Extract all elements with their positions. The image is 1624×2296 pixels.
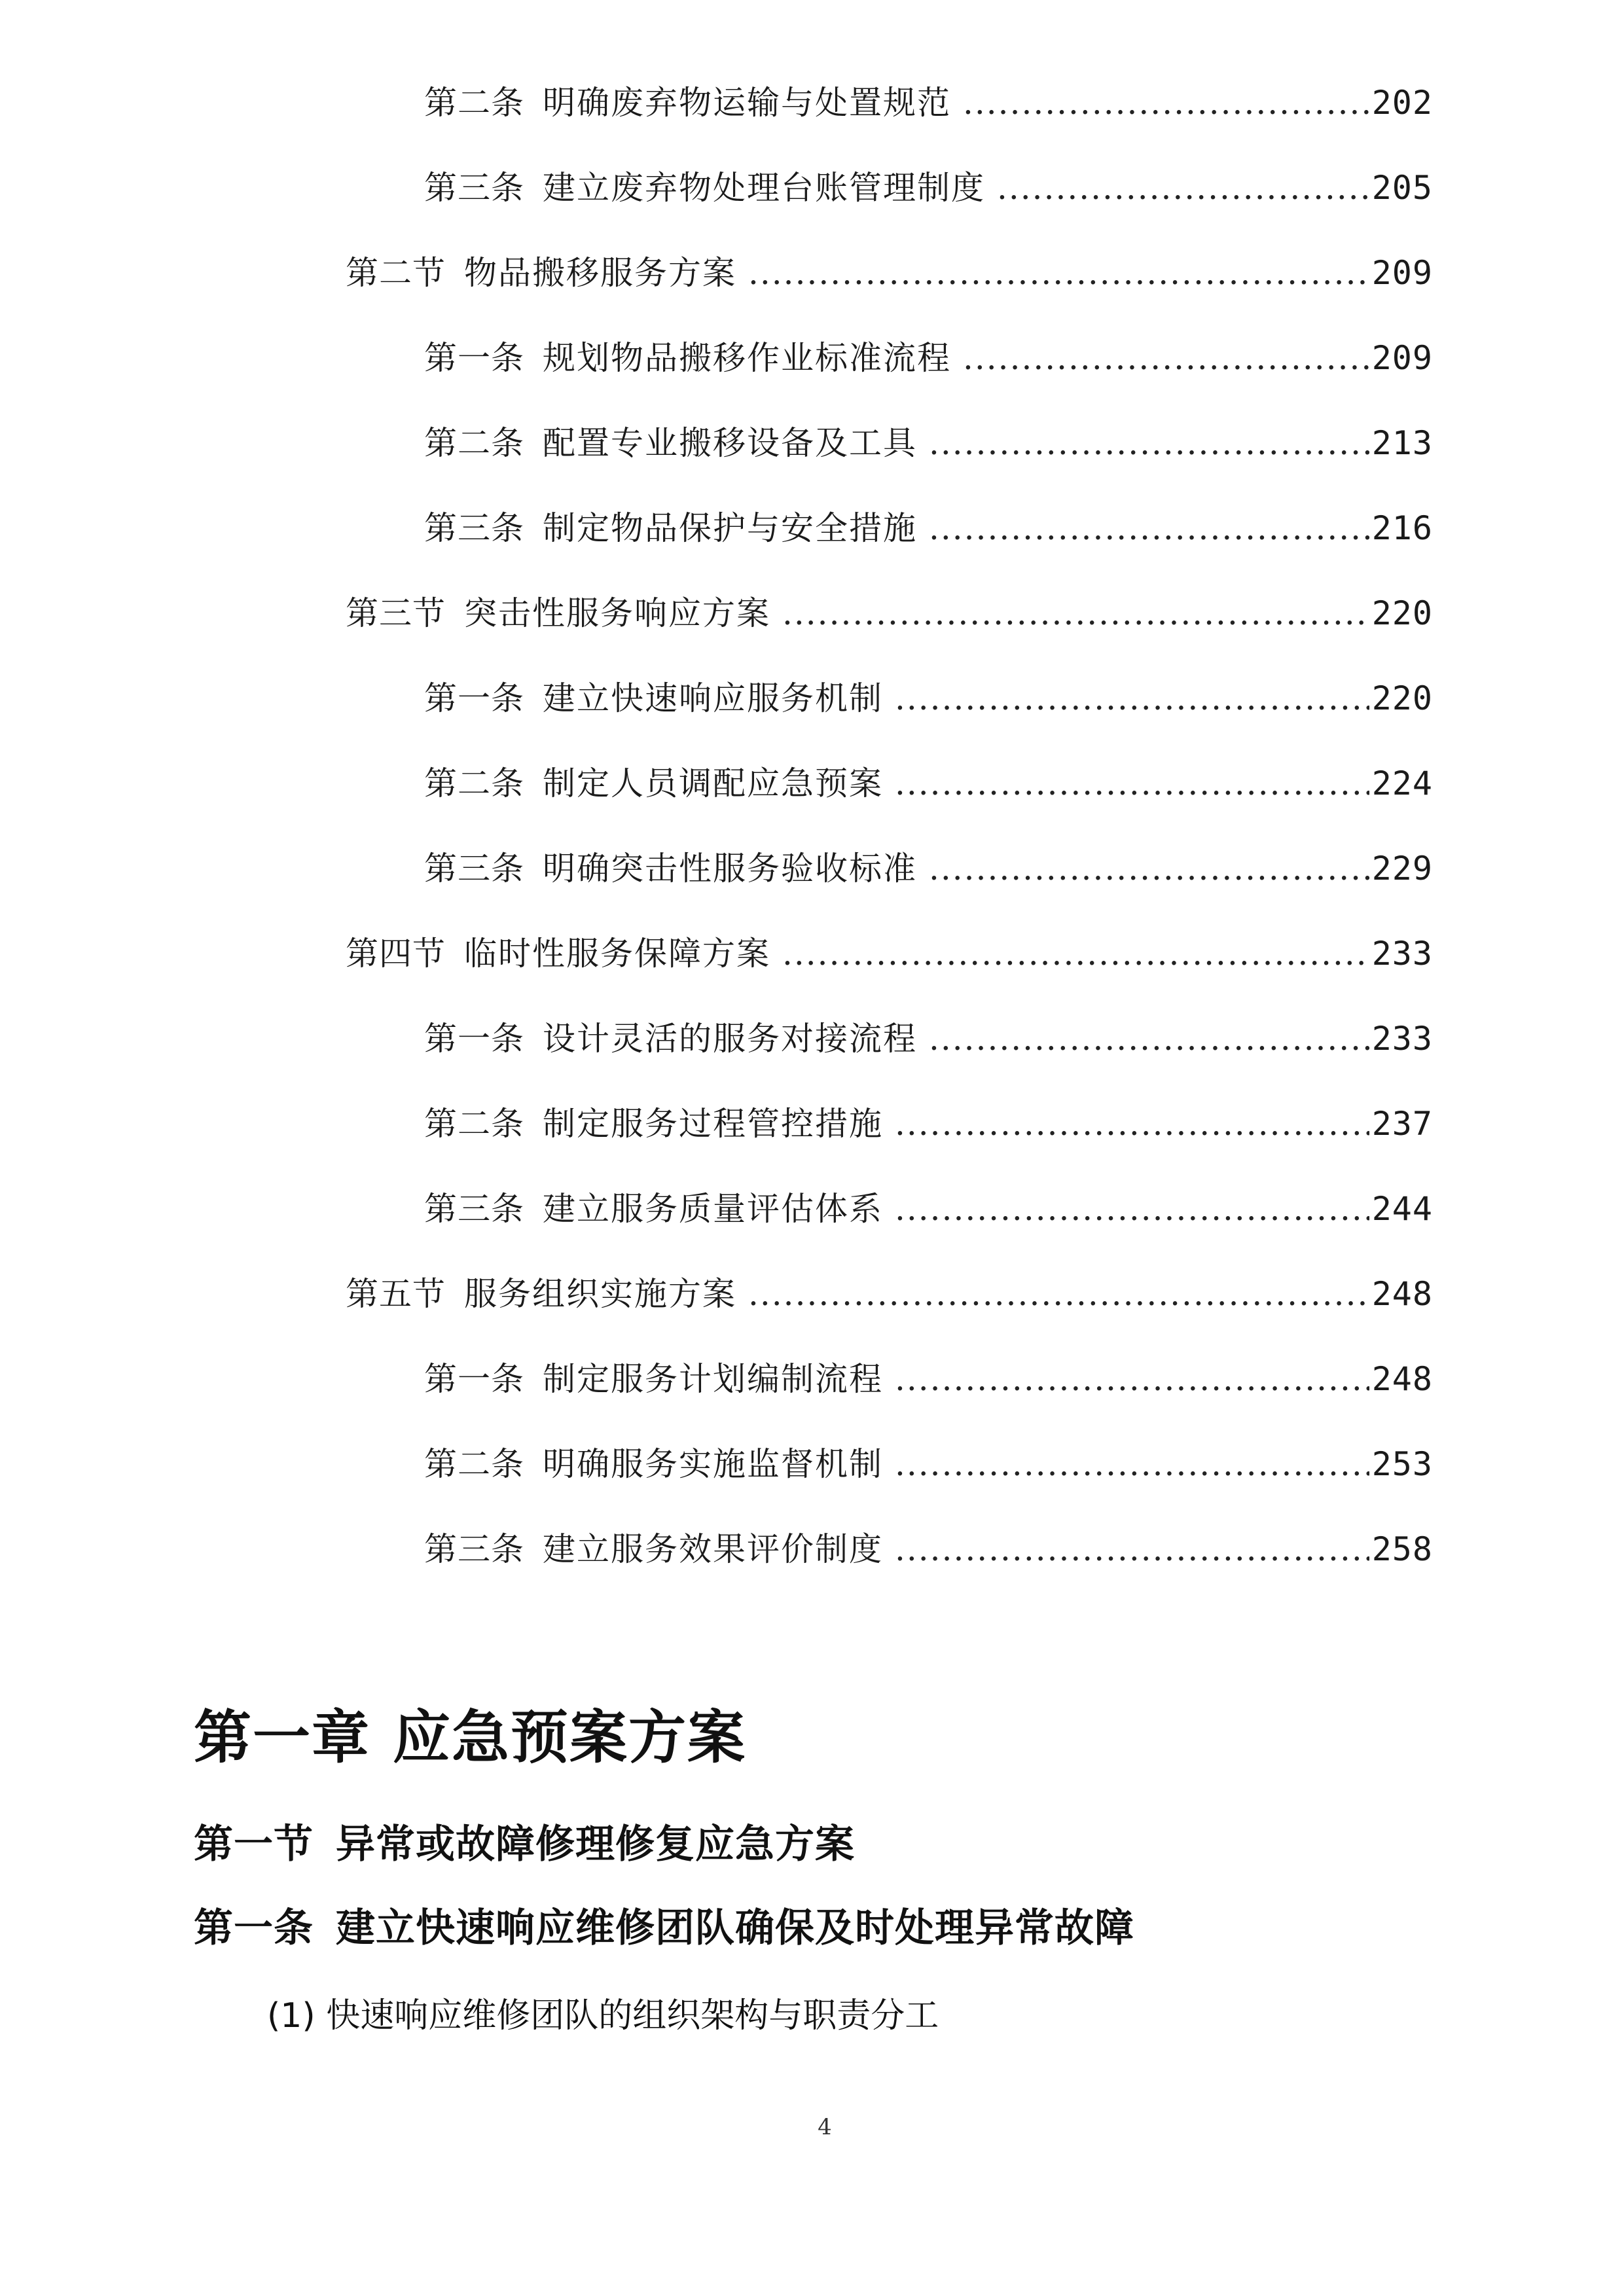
toc-entry-page: 248 — [1371, 1360, 1433, 1398]
toc-dot-leader — [895, 1193, 1369, 1225]
toc-entry[interactable] — [424, 1445, 1433, 1487]
toc-entry-label: 第一条 — [424, 339, 524, 377]
article-title-text: 建立快速响应维修团队确保及时处理异常故障 — [336, 1905, 1134, 1951]
toc-entry-label: 第四节 — [346, 935, 446, 973]
toc-entry-page: 202 — [1371, 84, 1433, 122]
toc-entry[interactable] — [424, 424, 1433, 466]
toc-dot-leader — [895, 1363, 1369, 1395]
toc-entry[interactable] — [346, 937, 1433, 977]
toc-entry-page: 216 — [1371, 509, 1433, 547]
chapter-heading — [194, 1692, 746, 1774]
toc-entry-page: 248 — [1371, 1275, 1433, 1313]
toc-entry[interactable] — [424, 852, 1433, 891]
toc-dot-leader — [895, 1533, 1369, 1566]
toc-entry-title: 临时性服务保障方案 — [464, 935, 770, 973]
toc-dot-leader — [748, 1278, 1369, 1310]
toc-entry-label: 第一条 — [424, 1020, 524, 1058]
toc-entry-title: 配置专业搬移设备及工具 — [543, 424, 917, 462]
toc-entry[interactable] — [424, 171, 1433, 211]
toc-entry[interactable] — [424, 1190, 1433, 1232]
toc-entry-title: 制定物品保护与安全措施 — [543, 509, 917, 547]
toc-entry-label: 第五节 — [346, 1275, 446, 1313]
toc-dot-leader — [929, 512, 1369, 545]
toc-entry-title: 服务组织实施方案 — [464, 1275, 736, 1313]
toc-entry-label: 第一条 — [424, 679, 524, 717]
toc-entry[interactable] — [346, 254, 1433, 296]
toc-entry[interactable] — [424, 1107, 1433, 1147]
toc-entry-page: 205 — [1371, 169, 1433, 207]
toc-entry-label: 第二条 — [424, 1105, 524, 1143]
toc-entry-title: 制定人员调配应急预案 — [543, 764, 883, 802]
toc-entry-page: 220 — [1371, 594, 1433, 632]
toc-entry-page: 220 — [1371, 679, 1433, 717]
toc-entry-page: 237 — [1371, 1105, 1433, 1143]
toc-entry[interactable] — [424, 86, 1433, 126]
toc-entry-page: 253 — [1371, 1445, 1433, 1483]
toc-entry-label: 第三条 — [424, 850, 524, 888]
toc-entry-label: 第三条 — [424, 509, 524, 547]
toc-entry-title: 制定服务过程管控措施 — [543, 1105, 883, 1143]
toc-dot-leader — [929, 1022, 1369, 1055]
toc-entry[interactable] — [424, 339, 1433, 381]
toc-entry-title: 制定服务计划编制流程 — [543, 1360, 883, 1398]
toc-entry-page: 244 — [1371, 1190, 1433, 1228]
toc-entry[interactable] — [424, 1530, 1433, 1572]
toc-entry-label: 第二条 — [424, 424, 524, 462]
toc-entry-page: 209 — [1371, 254, 1433, 292]
toc-entry-label: 第二条 — [424, 84, 524, 122]
toc-dot-leader — [929, 427, 1369, 459]
toc-entry-title: 建立快速响应服务机制 — [543, 679, 883, 717]
toc-entry-page: 233 — [1371, 935, 1433, 973]
page-number: 4 — [818, 2114, 832, 2140]
toc-dot-leader — [963, 86, 1369, 119]
toc-entry-title: 建立废弃物处理台账管理制度 — [543, 169, 985, 207]
toc-entry[interactable] — [424, 1360, 1433, 1402]
toc-entry-title: 建立服务质量评估体系 — [543, 1190, 883, 1228]
toc-entry-title: 规划物品搬移作业标准流程 — [543, 339, 951, 377]
toc-dot-leader — [782, 597, 1369, 630]
toc-entry-label: 第三节 — [346, 594, 446, 632]
toc-entry-label: 第二条 — [424, 1445, 524, 1483]
toc-entry-label: 第一条 — [424, 1360, 524, 1398]
article-label: 第一条 — [194, 1905, 314, 1951]
toc-dot-leader — [895, 1448, 1369, 1480]
toc-entry-label: 第三条 — [424, 169, 524, 207]
toc-entry-page: 229 — [1371, 850, 1433, 888]
subpoint-heading: (1) 快速响应维修团队的组织架构与职责分工 — [267, 1996, 939, 2036]
chapter-label: 第一章 — [194, 1704, 371, 1771]
toc-entry-label: 第三条 — [424, 1190, 524, 1228]
toc-entry[interactable] — [424, 1022, 1433, 1062]
toc-entry[interactable] — [424, 509, 1433, 551]
toc-dot-leader — [929, 852, 1369, 885]
toc-entry-title: 明确突击性服务验收标准 — [543, 850, 917, 888]
toc-dot-leader — [963, 342, 1369, 374]
toc-dot-leader — [895, 682, 1369, 715]
section-title-text: 异常或故障修理修复应急方案 — [336, 1821, 855, 1867]
toc-entry-title: 设计灵活的服务对接流程 — [543, 1020, 917, 1058]
section-label: 第一节 — [194, 1821, 314, 1867]
toc-entry-title: 突击性服务响应方案 — [464, 594, 770, 632]
toc-entry-label: 第二条 — [424, 764, 524, 802]
toc-entry-label: 第三条 — [424, 1530, 524, 1568]
toc-entry-title: 建立服务效果评价制度 — [543, 1530, 883, 1568]
toc-dot-leader — [895, 1107, 1369, 1140]
toc-entry-page: 224 — [1371, 764, 1433, 802]
toc-entry-page: 213 — [1371, 424, 1433, 462]
toc-entry-title: 物品搬移服务方案 — [464, 254, 736, 292]
toc-entry-title: 明确服务实施监督机制 — [543, 1445, 883, 1483]
section-heading — [194, 1813, 855, 1869]
toc-entry[interactable] — [424, 764, 1433, 806]
toc-entry-page: 209 — [1371, 339, 1433, 377]
toc-entry[interactable] — [346, 1275, 1433, 1317]
toc-entry[interactable] — [346, 594, 1433, 636]
toc-dot-leader — [997, 171, 1369, 204]
toc-entry-label: 第二节 — [346, 254, 446, 292]
toc-entry-page: 258 — [1371, 1530, 1433, 1568]
toc-entry[interactable] — [424, 679, 1433, 721]
toc-dot-leader — [895, 767, 1369, 800]
toc-dot-leader — [748, 257, 1369, 289]
chapter-title-text: 应急预案方案 — [393, 1704, 747, 1771]
toc-entry-title: 明确废弃物运输与处置规范 — [543, 84, 951, 122]
toc-dot-leader — [782, 937, 1369, 970]
toc-entry-page: 233 — [1371, 1020, 1433, 1058]
article-heading — [194, 1897, 1134, 1953]
